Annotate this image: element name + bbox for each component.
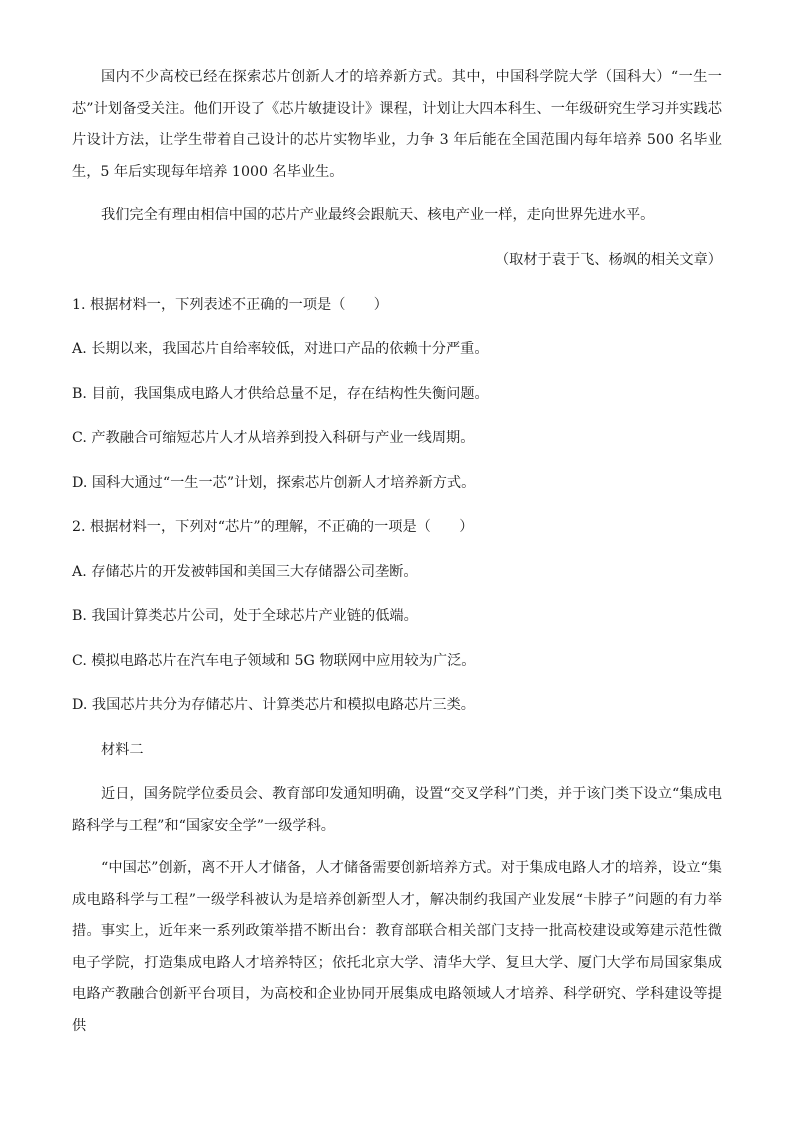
question-2-option-d: D. 我国芯片共分为存储芯片、计算类芯片和模拟电路芯片三类。 (72, 697, 475, 713)
question-2-option-c: C. 模拟电路芯片在汽车电子领域和 5G 物联网中应用较为广泛。 (72, 653, 476, 669)
question-1-stem: 1. 根据材料一，下列表述不正确的一项是（ ） (72, 297, 388, 313)
material-2-paragraph-2: “中国芯”创新，离不开人才储备，人才储备需要创新培养方式。对于集成电路人才的培养，设立“集成电路科学与工程”一级学科被认为是培养创新型人才，解决制约我国产业发展“卡脖子”问题的有力举措。事实上，近年来一系列政策举措不断出台：教育部联合相关部门支持一批高校建设或筹建示范性微电子学院，打造集成电路人才培养特区；依托北京大学、清华大学、复旦大学、厦门大学布局国家集成电路产教融合创新平台项目，为高校和企业协同开展集成电路领域人才培养、科学研究、学科建设等提供 (72, 860, 722, 1034)
question-1-option-b: B. 目前，我国集成电路人才供给总量不足，存在结构性失衡问题。 (72, 386, 489, 402)
question-2-option-b: B. 我国计算类芯片公司，处于全球芯片产业链的低端。 (72, 608, 418, 624)
material-2-heading: 材料二 (101, 742, 144, 758)
question-1-option-a: A. 长期以来，我国芯片自给率较低，对进口产品的依赖十分严重。 (72, 341, 489, 357)
source-citation: （取材于袁于飞、杨飒的相关文章） (494, 252, 722, 268)
paragraph-intro: 国内不少高校已经在探索芯片创新人才的培养新方式。其中，中国科学院大学（国科大）“一生一芯”计划备受关注。他们开设了《芯片敏捷设计》课程，计划让大四本科生、一年级研究生学习并实践芯片设计方法，让学生带着自己设计的芯片实物毕业，力争 3 年后能在全国范围内每年培养 500 名毕业生，5 年后实现每年培养 1000 名毕业生。 (72, 69, 722, 180)
paragraph-conclusion: 我们完全有理由相信中国的芯片产业最终会跟航天、核电产业一样，走向世界先进水平。 (101, 207, 655, 223)
question-2-stem: 2. 根据材料一，下列对“芯片”的理解，不正确的一项是（ ） (72, 519, 474, 535)
question-2-option-a: A. 存储芯片的开发被韩国和美国三大存储器公司垄断。 (72, 564, 418, 580)
question-1-option-d: D. 国科大通过“一生一芯”计划，探索芯片创新人才培养新方式。 (72, 475, 476, 491)
question-1-option-c: C. 产教融合可缩短芯片人才从培养到投入科研与产业一线周期。 (72, 430, 475, 446)
material-2-paragraph-1: 近日，国务院学位委员会、教育部印发通知明确，设置“交叉学科”门类，并于该门类下设立“集成电路科学与工程”和“国家安全学”一级学科。 (72, 786, 722, 834)
